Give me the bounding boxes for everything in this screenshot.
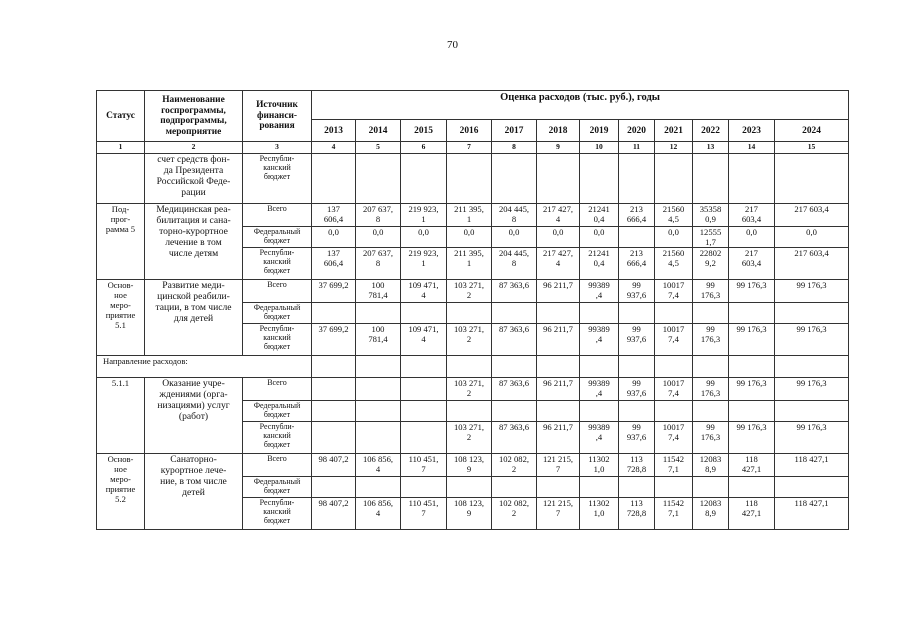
value-cell: 211 395, 1 [447, 248, 492, 280]
value-cell: 99389 ,4 [580, 324, 619, 356]
value-cell: 96 211,7 [537, 324, 580, 356]
value-cell [729, 356, 775, 378]
value-cell [729, 401, 775, 422]
value-cell: 109 471, 4 [401, 324, 447, 356]
value-cell [619, 477, 655, 498]
value-cell: 137 606,4 [312, 248, 356, 280]
value-cell [693, 356, 729, 378]
value-cell [401, 477, 447, 498]
value-cell: 0,0 [537, 227, 580, 248]
value-cell [312, 378, 356, 401]
funding-source-cell: Всего [243, 454, 312, 477]
value-cell: 113 728,8 [619, 454, 655, 477]
value-cell [356, 401, 401, 422]
funding-source-cell: Федеральный бюджет [243, 227, 312, 248]
value-cell [655, 477, 693, 498]
value-cell: 103 271, 2 [447, 280, 492, 303]
value-cell: 100 781,4 [356, 324, 401, 356]
value-cell: 0,0 [356, 227, 401, 248]
year-header: 2015 [401, 120, 447, 142]
value-cell: 99 176,3 [693, 422, 729, 454]
value-cell [447, 356, 492, 378]
value-cell: 103 271, 2 [447, 422, 492, 454]
funding-source-cell: Федеральный бюджет [243, 401, 312, 422]
program-name-cell: Развитие меди- цинской реабили- тации, в том числе для детей [145, 280, 243, 356]
value-cell: 99389 ,4 [580, 378, 619, 401]
column-number: 10 [580, 142, 619, 154]
value-cell [619, 401, 655, 422]
value-cell [401, 154, 447, 204]
value-cell [537, 303, 580, 324]
program-name-cell: Оказание учре- ждениями (орга- низациями) услуг (работ) [145, 378, 243, 454]
value-cell: 103 271, 2 [447, 324, 492, 356]
value-cell: 12555 1,7 [693, 227, 729, 248]
value-cell [729, 154, 775, 204]
value-cell: 0,0 [312, 227, 356, 248]
value-cell [312, 422, 356, 454]
value-cell [580, 154, 619, 204]
value-cell [580, 401, 619, 422]
column-number: 4 [312, 142, 356, 154]
value-cell [447, 401, 492, 422]
value-cell: 113 728,8 [619, 498, 655, 530]
direction-label: Направление расходов: [97, 356, 312, 378]
value-cell [447, 477, 492, 498]
value-cell: 207 637, 8 [356, 248, 401, 280]
value-cell: 204 445, 8 [492, 204, 537, 227]
column-number: 12 [655, 142, 693, 154]
column-number: 1 [97, 142, 145, 154]
value-cell: 217 427, 4 [537, 248, 580, 280]
value-cell: 217 603,4 [729, 248, 775, 280]
value-cell: 99 937,6 [619, 280, 655, 303]
value-cell: 0,0 [729, 227, 775, 248]
funding-source-cell: Федеральный бюджет [243, 303, 312, 324]
value-cell: 11302 1,0 [580, 498, 619, 530]
value-cell [729, 477, 775, 498]
header-status: Статус [97, 91, 145, 142]
value-cell: 121 215, 7 [537, 498, 580, 530]
value-cell: 99 176,3 [693, 280, 729, 303]
value-cell [356, 303, 401, 324]
column-number: 11 [619, 142, 655, 154]
value-cell: 110 451, 7 [401, 454, 447, 477]
value-cell: 98 407,2 [312, 454, 356, 477]
value-cell: 109 471, 4 [401, 280, 447, 303]
value-cell: 96 211,7 [537, 280, 580, 303]
table-row [97, 356, 849, 378]
value-cell [401, 422, 447, 454]
funding-source-cell: Всего [243, 280, 312, 303]
value-cell [619, 303, 655, 324]
value-cell [401, 401, 447, 422]
value-cell: 10017 7,4 [655, 378, 693, 401]
value-cell: 0,0 [447, 227, 492, 248]
value-cell: 108 123, 9 [447, 498, 492, 530]
value-cell: 106 856, 4 [356, 454, 401, 477]
value-cell [447, 154, 492, 204]
value-cell: 22802 9,2 [693, 248, 729, 280]
value-cell: 12083 8,9 [693, 498, 729, 530]
value-cell [693, 303, 729, 324]
value-cell: 217 603,4 [729, 204, 775, 227]
funding-source-cell: Федеральный бюджет [243, 477, 312, 498]
value-cell: 219 923, 1 [401, 204, 447, 227]
column-number: 2 [145, 142, 243, 154]
value-cell: 21241 0,4 [580, 204, 619, 227]
value-cell [693, 154, 729, 204]
value-cell: 204 445, 8 [492, 248, 537, 280]
column-number: 6 [401, 142, 447, 154]
status-cell [97, 154, 145, 204]
value-cell: 102 082, 2 [492, 498, 537, 530]
value-cell [401, 356, 447, 378]
value-cell: 100 781,4 [356, 280, 401, 303]
value-cell [655, 401, 693, 422]
value-cell: 217 603,4 [775, 248, 849, 280]
value-cell [312, 154, 356, 204]
value-cell [312, 477, 356, 498]
value-cell: 12083 8,9 [693, 454, 729, 477]
value-cell: 103 271, 2 [447, 378, 492, 401]
value-cell: 99 176,3 [729, 422, 775, 454]
value-cell [401, 378, 447, 401]
value-cell: 99389 ,4 [580, 280, 619, 303]
value-cell: 118 427,1 [729, 454, 775, 477]
value-cell: 118 427,1 [729, 498, 775, 530]
value-cell [356, 378, 401, 401]
value-cell: 99 176,3 [775, 422, 849, 454]
year-header: 2016 [447, 120, 492, 142]
expenditure-table [96, 90, 849, 530]
value-cell [537, 356, 580, 378]
value-cell [537, 477, 580, 498]
value-cell: 102 082, 2 [492, 454, 537, 477]
column-number: 7 [447, 142, 492, 154]
value-cell: 108 123, 9 [447, 454, 492, 477]
value-cell: 10017 7,4 [655, 422, 693, 454]
funding-source-cell: Республи- канский бюджет [243, 422, 312, 454]
value-cell: 99389 ,4 [580, 422, 619, 454]
status-cell: Основ- ное меро- приятие 5.1 [97, 280, 145, 356]
value-cell [619, 154, 655, 204]
value-cell: 0,0 [580, 227, 619, 248]
value-cell: 99 937,6 [619, 422, 655, 454]
value-cell [356, 356, 401, 378]
value-cell: 98 407,2 [312, 498, 356, 530]
value-cell: 217 427, 4 [537, 204, 580, 227]
value-cell [775, 477, 849, 498]
value-cell: 99 176,3 [729, 378, 775, 401]
table-row [97, 378, 849, 401]
column-number: 13 [693, 142, 729, 154]
year-header: 2022 [693, 120, 729, 142]
column-number-row [97, 142, 849, 154]
value-cell [580, 356, 619, 378]
value-cell [775, 401, 849, 422]
value-cell: 0,0 [655, 227, 693, 248]
value-cell: 99 176,3 [693, 378, 729, 401]
funding-source-cell: Республи- канский бюджет [243, 498, 312, 530]
column-number: 9 [537, 142, 580, 154]
value-cell: 0,0 [492, 227, 537, 248]
value-cell [356, 154, 401, 204]
column-number: 15 [775, 142, 849, 154]
value-cell: 37 699,2 [312, 324, 356, 356]
column-number: 8 [492, 142, 537, 154]
value-cell: 37 699,2 [312, 280, 356, 303]
value-cell [492, 154, 537, 204]
value-cell [729, 303, 775, 324]
value-cell: 99 176,3 [775, 280, 849, 303]
value-cell: 207 637, 8 [356, 204, 401, 227]
column-number: 5 [356, 142, 401, 154]
value-cell [655, 303, 693, 324]
value-cell: 35358 0,9 [693, 204, 729, 227]
program-name-cell: Санаторно- курортное лече- ние, в том числе детей [145, 454, 243, 530]
funding-source-cell: Республи- канский бюджет [243, 324, 312, 356]
value-cell [619, 356, 655, 378]
header-estimate: Оценка расходов (тыс. руб.), годы [312, 91, 849, 120]
year-header: 2020 [619, 120, 655, 142]
table-row [97, 454, 849, 477]
value-cell: 11542 7,1 [655, 454, 693, 477]
value-cell: 121 215, 7 [537, 454, 580, 477]
value-cell: 0,0 [775, 227, 849, 248]
value-cell: 99 176,3 [775, 378, 849, 401]
value-cell: 10017 7,4 [655, 324, 693, 356]
status-cell: 5.1.1 [97, 378, 145, 454]
value-cell: 96 211,7 [537, 378, 580, 401]
value-cell [492, 477, 537, 498]
value-cell: 213 666,4 [619, 204, 655, 227]
value-cell: 118 427,1 [775, 498, 849, 530]
value-cell [492, 303, 537, 324]
value-cell [580, 303, 619, 324]
value-cell: 87 363,6 [492, 378, 537, 401]
value-cell [356, 477, 401, 498]
year-header: 2013 [312, 120, 356, 142]
value-cell [312, 303, 356, 324]
status-cell: Под- прог- рамма 5 [97, 204, 145, 280]
value-cell [492, 401, 537, 422]
value-cell [775, 303, 849, 324]
value-cell: 87 363,6 [492, 280, 537, 303]
column-number: 14 [729, 142, 775, 154]
table-row [97, 154, 849, 204]
value-cell [775, 154, 849, 204]
value-cell: 96 211,7 [537, 422, 580, 454]
value-cell [356, 422, 401, 454]
column-number: 3 [243, 142, 312, 154]
status-cell: Основ- ное меро- приятие 5.2 [97, 454, 145, 530]
value-cell: 213 666,4 [619, 248, 655, 280]
value-cell [693, 401, 729, 422]
value-cell: 217 603,4 [775, 204, 849, 227]
program-name-cell: Медицинская реа- билитация и сана- торно-курортное лечение в том числе детям [145, 204, 243, 280]
year-header: 2019 [580, 120, 619, 142]
value-cell: 87 363,6 [492, 324, 537, 356]
value-cell: 0,0 [401, 227, 447, 248]
value-cell [312, 356, 356, 378]
value-cell: 99 937,6 [619, 378, 655, 401]
value-cell: 99 176,3 [729, 280, 775, 303]
value-cell [312, 401, 356, 422]
year-header: 2023 [729, 120, 775, 142]
funding-source-cell: Всего [243, 204, 312, 227]
value-cell: 21560 4,5 [655, 204, 693, 227]
value-cell [537, 401, 580, 422]
value-cell: 87 363,6 [492, 422, 537, 454]
value-cell [492, 356, 537, 378]
table-row [97, 204, 849, 227]
value-cell: 137 606,4 [312, 204, 356, 227]
value-cell: 106 856, 4 [356, 498, 401, 530]
table-row [97, 280, 849, 303]
value-cell [775, 356, 849, 378]
value-cell: 118 427,1 [775, 454, 849, 477]
value-cell: 10017 7,4 [655, 280, 693, 303]
funding-source-cell: Всего [243, 378, 312, 401]
year-header: 2017 [492, 120, 537, 142]
value-cell: 11302 1,0 [580, 454, 619, 477]
year-header: 2018 [537, 120, 580, 142]
value-cell: 99 937,6 [619, 324, 655, 356]
program-name-cell: счет средств фон- да Президента Российской Феде- рации [145, 154, 243, 204]
value-cell: 211 395, 1 [447, 204, 492, 227]
funding-source-cell: Республи- канский бюджет [243, 248, 312, 280]
value-cell [447, 303, 492, 324]
year-header: 2014 [356, 120, 401, 142]
value-cell [619, 227, 655, 248]
value-cell: 21560 4,5 [655, 248, 693, 280]
value-cell [580, 477, 619, 498]
year-header: 2024 [775, 120, 849, 142]
value-cell: 11542 7,1 [655, 498, 693, 530]
year-header: 2021 [655, 120, 693, 142]
value-cell [693, 477, 729, 498]
value-cell: 219 923, 1 [401, 248, 447, 280]
value-cell: 99 176,3 [775, 324, 849, 356]
value-cell [655, 154, 693, 204]
funding-source-cell: Республи- канский бюджет [243, 154, 312, 204]
value-cell [401, 303, 447, 324]
value-cell [537, 154, 580, 204]
value-cell: 99 176,3 [729, 324, 775, 356]
value-cell: 99 176,3 [693, 324, 729, 356]
page-number: 70 [447, 39, 458, 51]
value-cell: 110 451, 7 [401, 498, 447, 530]
value-cell [655, 356, 693, 378]
header-source: Источник финанси- рования [243, 91, 312, 142]
value-cell: 21241 0,4 [580, 248, 619, 280]
header-name: Наименование госпрограммы, подпрограммы, мероприятие [145, 91, 243, 142]
